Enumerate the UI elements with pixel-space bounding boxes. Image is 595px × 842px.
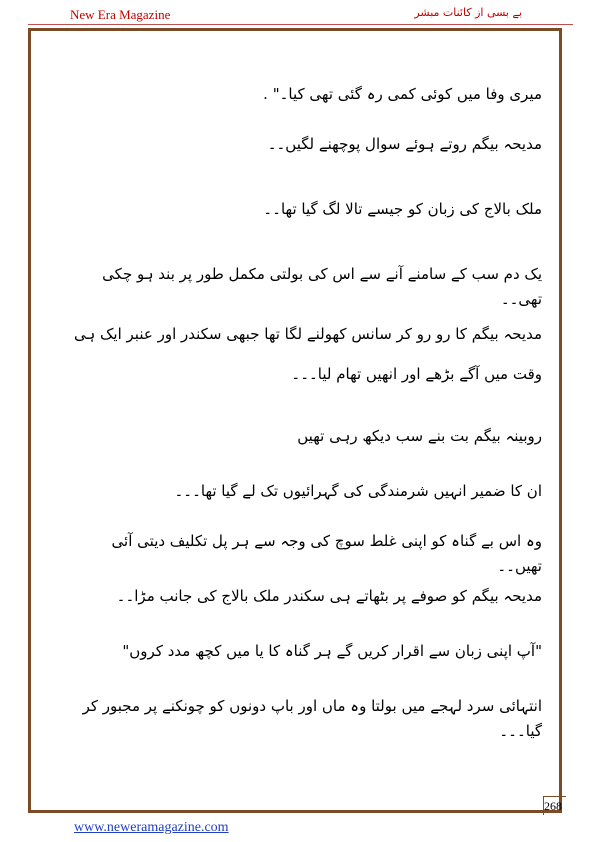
magazine-title: New Era Magazine: [70, 7, 171, 22]
paragraph-3: ملک بالاج کی زبان کو جیسے تالا لگ گیا تھا۔۔: [263, 200, 542, 218]
paragraph-11: انتہائی سرد لہجے میں بولتا وہ ماں اور باپ دونوں کو چونکنے پر مجبور کر گیا۔۔۔: [82, 697, 542, 740]
paragraph-7: ان کا ضمیر انہیں شرمندگی کی گہرائیوں تک لے گیا تھا۔۔۔: [174, 482, 542, 500]
website-link[interactable]: www.neweramagazine.com: [74, 820, 229, 835]
header-divider: [28, 24, 573, 25]
novel-title: بے بسی از کائنات مبشر: [414, 6, 522, 19]
paragraph-1: میری وفا میں کوئی کمی رہ گئی تھی کیا۔" .: [263, 85, 542, 103]
page-number: 268: [544, 799, 562, 813]
paragraph-9: مدیحہ بیگم کو صوفے پر بٹھاتے ہی سکندر ملک بالاج کی جانب مڑا۔۔: [116, 587, 542, 605]
paragraph-8: وہ اس بے گناہ کو اپنی غلط سوچ کی وجہ سے ہر پل تکلیف دیتی آئی تھیں۔۔: [111, 532, 542, 575]
paragraph-4: یک دم سب کے سامنے آنے سے اس کی بولتی مکمل طور پر بند ہو چکی تھی۔۔: [102, 265, 542, 308]
page-header: [0, 0, 595, 28]
paragraph-5: مدیحہ بیگم کا رو رو کر سانس کھولنے لگا تھا جبھی سکندر اور عنبر ایک ہی وقت میں آگے بڑھے اور انھیں تھام لیا۔۔۔: [73, 325, 542, 383]
paragraph-10: "آپ اپنی زبان سے اقرار کریں گے ہر گناہ کا یا میں کچھ مدد کروں": [122, 642, 542, 660]
paragraph-2: مدیحہ بیگم روتے ہوئے سوال پوچھنے لگیں۔۔: [267, 135, 542, 153]
paragraph-6: روبینہ بیگم بت بنے سب دیکھ رہی تھیں: [297, 427, 542, 445]
